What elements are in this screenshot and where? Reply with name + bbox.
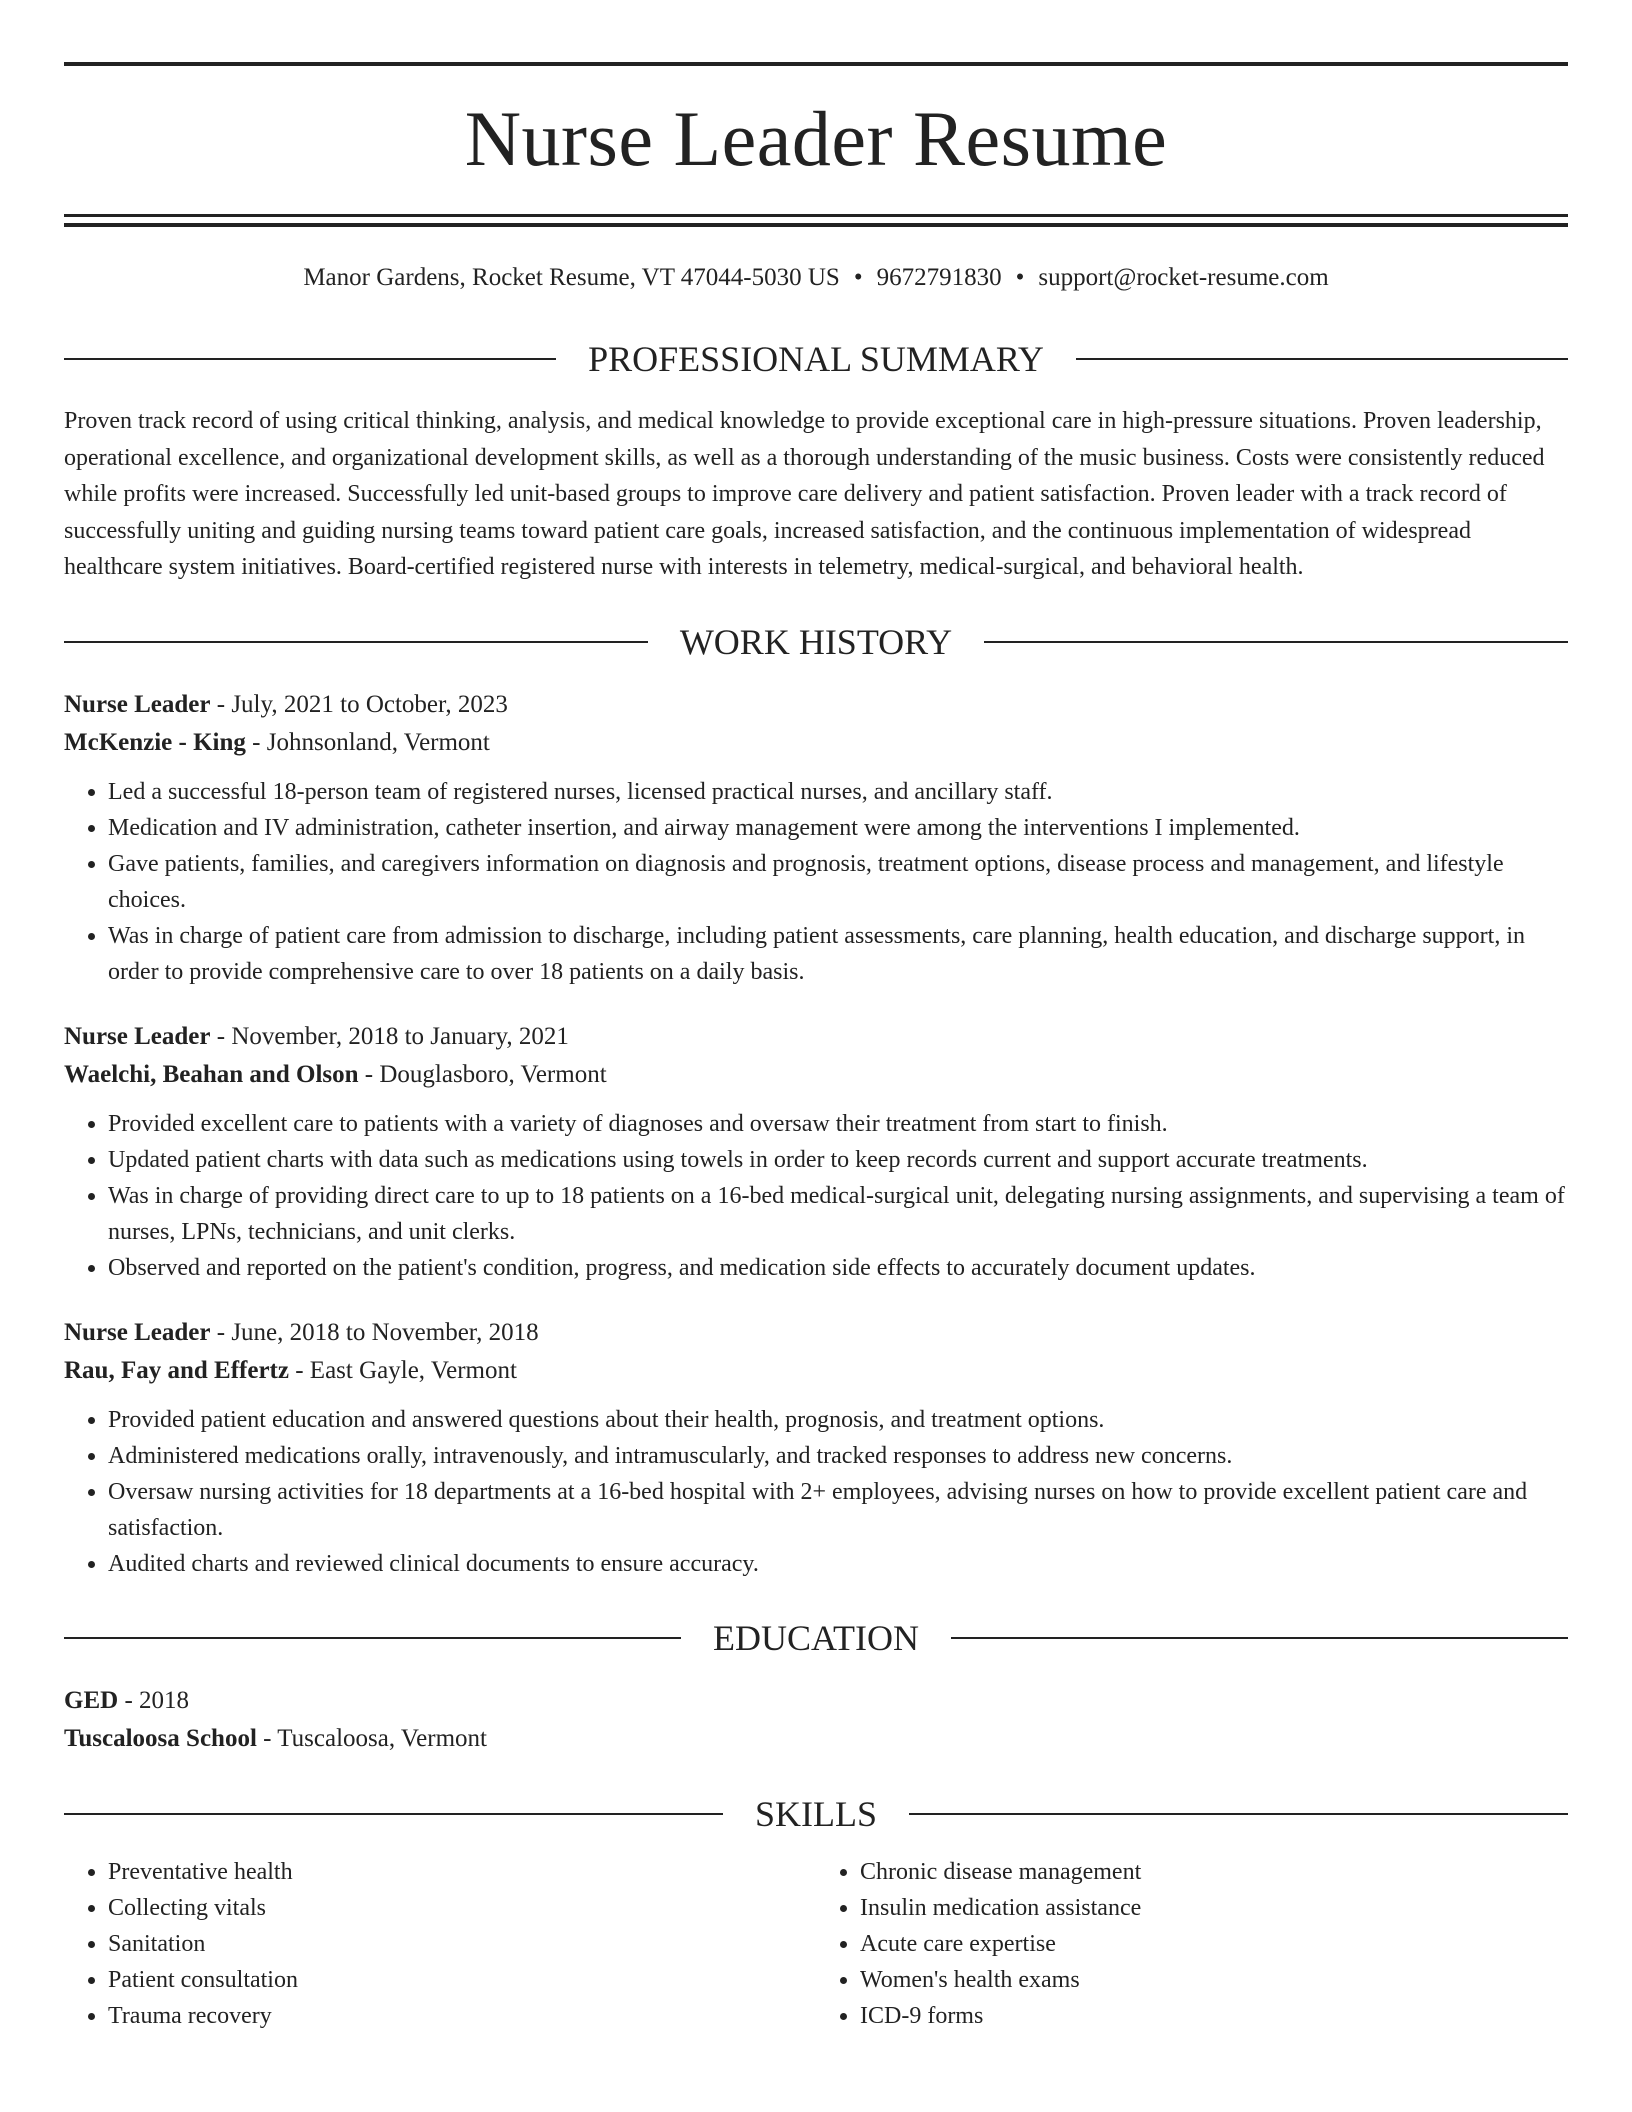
education-entry bbox=[64, 1682, 1568, 1758]
contact-separator: • bbox=[853, 264, 863, 291]
section-heading-work bbox=[64, 621, 1568, 662]
skill-item: • Preventative health bbox=[108, 1854, 816, 1890]
list-item: • Observed and reported on the patient's condition, progress, and medication side effects to accurately document updates. bbox=[108, 1250, 1568, 1286]
list-item: • Updated patient charts with data such as medications using towels in order to keep records current and support accurate treatments. bbox=[108, 1142, 1568, 1178]
list-item: • Gave patients, families, and caregivers information on diagnosis and prognosis, treatment options, disease process and management, and lifestyle choices. bbox=[108, 846, 1568, 918]
section-title: EDUCATION bbox=[713, 1617, 919, 1658]
top-rule bbox=[64, 62, 1568, 66]
list-item: • Medication and IV administration, catheter insertion, and airway management were among the interventions I implemented. bbox=[108, 810, 1568, 846]
job-location: - Douglasboro, Vermont bbox=[358, 1060, 607, 1088]
heading-rule bbox=[984, 641, 1568, 643]
skill-item: • Trauma recovery bbox=[108, 1998, 816, 2034]
skill-item: • Collecting vitals bbox=[108, 1890, 816, 1926]
job-entry bbox=[64, 686, 1568, 990]
list-item: • Oversaw nursing activities for 18 departments at a 16-bed hospital with 2+ employees, advising nurses on how to provide excellent patient care and satisfaction. bbox=[108, 1474, 1568, 1546]
job-title-line bbox=[64, 1314, 1568, 1352]
job-dates: - June, 2018 to November, 2018 bbox=[210, 1318, 539, 1346]
summary-text: Proven track record of using critical thinking, analysis, and medical knowledge to provide exceptional care in high-pressure situations. Proven leadership, operational excellence, and organizational development skills, as well as a thorough understanding of the music business. Costs were consistently reduced while profits were increased. Successfully led unit-based groups to improve care delivery and patient satisfaction. Proven leader with a track record of successfully uniting and guiding nursing teams toward patient care goals, increased satisfaction, and the continuous implementation of widespread healthcare system initiatives. Board-certified registered nurse with interests in telemetry, medical-surgical, and behavioral health. bbox=[64, 408, 1545, 580]
heading-rule bbox=[64, 358, 556, 360]
job-company: Rau, Fay and Effertz bbox=[64, 1356, 289, 1384]
skills-list-right bbox=[816, 1854, 1568, 2034]
resume-title: Nurse Leader Resume bbox=[464, 95, 1168, 182]
skills-list-left bbox=[64, 1854, 816, 2034]
list-item: • Administered medications orally, intravenously, and intramuscularly, and tracked responses to address new concerns. bbox=[108, 1438, 1568, 1474]
job-title: Nurse Leader bbox=[64, 1022, 211, 1050]
list-item: • Was in charge of providing direct care to up to 18 patients on a 16-bed medical-surgical unit, delegating nursing assignments, and supervising a team of nurses, LPNs, technicians, and unit clerks. bbox=[108, 1178, 1568, 1250]
contact-email: support@rocket-resume.com bbox=[1038, 264, 1329, 291]
section-title: PROFESSIONAL SUMMARY bbox=[588, 339, 1044, 379]
skill-item: • Insulin medication assistance bbox=[860, 1890, 1568, 1926]
skill-item: • Patient consultation bbox=[108, 1962, 816, 1998]
job-company-line bbox=[64, 1056, 1568, 1094]
job-title: Nurse Leader bbox=[64, 1318, 211, 1346]
heading-rule bbox=[64, 1813, 723, 1815]
education-location: - Tuscaloosa, Vermont bbox=[256, 1724, 487, 1752]
job-location: - Johnsonland, Vermont bbox=[245, 728, 490, 756]
double-rule bbox=[64, 214, 1568, 227]
section-heading-summary bbox=[64, 341, 1568, 377]
job-company: McKenzie - King bbox=[64, 728, 246, 756]
list-item: • Audited charts and reviewed clinical documents to ensure accuracy. bbox=[108, 1546, 1568, 1582]
contact-phone: 9672791830 bbox=[876, 264, 1002, 291]
job-bullets bbox=[64, 1402, 1568, 1582]
education-degree-line bbox=[64, 1682, 1568, 1720]
job-company-line bbox=[64, 724, 1568, 762]
skill-item: • Women's health exams bbox=[860, 1962, 1568, 1998]
education-year: - 2018 bbox=[118, 1686, 190, 1714]
job-bullets bbox=[64, 774, 1568, 990]
list-item: • Provided patient education and answered questions about their health, prognosis, and treatment options. bbox=[108, 1402, 1568, 1438]
job-company: Waelchi, Beahan and Olson bbox=[64, 1060, 359, 1088]
job-title-line bbox=[64, 686, 1568, 724]
job-entry bbox=[64, 1018, 1568, 1286]
skill-item: • Sanitation bbox=[108, 1926, 816, 1962]
skill-item: • Acute care expertise bbox=[860, 1926, 1568, 1962]
section-title: SKILLS bbox=[755, 1793, 878, 1834]
heading-rule bbox=[1076, 358, 1568, 360]
skill-item: • Chronic disease management bbox=[860, 1854, 1568, 1890]
job-dates: - November, 2018 to January, 2021 bbox=[210, 1022, 569, 1050]
contact-address: Manor Gardens, Rocket Resume, VT 47044-5030 US bbox=[303, 264, 840, 291]
education-school-line bbox=[64, 1720, 1568, 1758]
heading-rule bbox=[64, 1637, 681, 1639]
list-item: • Led a successful 18-person team of registered nurses, licensed practical nurses, and ancillary staff. bbox=[108, 774, 1568, 810]
heading-rule bbox=[951, 1637, 1568, 1639]
section-heading-education bbox=[64, 1617, 1568, 1658]
job-title: Nurse Leader bbox=[64, 690, 211, 718]
education-degree: GED bbox=[64, 1686, 119, 1714]
skill-item: • ICD-9 forms bbox=[860, 1998, 1568, 2034]
job-bullets bbox=[64, 1106, 1568, 1286]
education-school: Tuscaloosa School bbox=[64, 1724, 257, 1752]
job-location: - East Gayle, Vermont bbox=[288, 1356, 517, 1384]
heading-rule bbox=[909, 1813, 1568, 1815]
heading-rule bbox=[64, 641, 648, 643]
section-heading-skills bbox=[64, 1793, 1568, 1834]
job-company-line bbox=[64, 1352, 1568, 1390]
skills-columns bbox=[64, 1854, 1568, 2034]
contact-line bbox=[64, 263, 1568, 293]
section-title: WORK HISTORY bbox=[679, 621, 953, 662]
job-entry bbox=[64, 1314, 1568, 1582]
list-item: • Provided excellent care to patients with a variety of diagnoses and oversaw their treatment from start to finish. bbox=[108, 1106, 1568, 1142]
contact-separator: • bbox=[1015, 264, 1025, 291]
job-dates: - July, 2021 to October, 2023 bbox=[210, 690, 508, 718]
job-title-line bbox=[64, 1018, 1568, 1056]
list-item: • Was in charge of patient care from admission to discharge, including patient assessments, care planning, health education, and discharge support, in order to provide comprehensive care to over 18 patients on a daily basis. bbox=[108, 918, 1568, 990]
